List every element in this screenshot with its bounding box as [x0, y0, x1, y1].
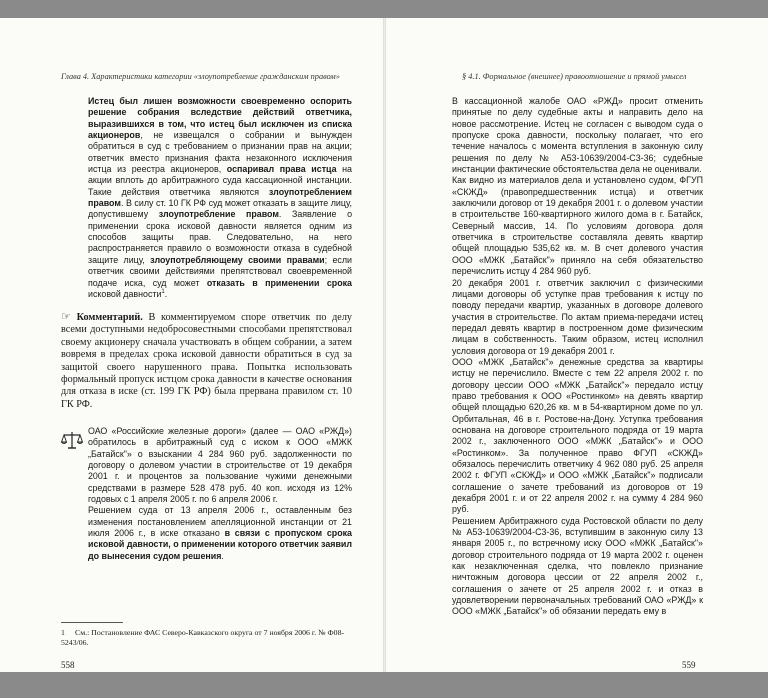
bold-fragment: отказать в применении срока	[206, 277, 352, 288]
bold-fragment: злоупотребление правом	[158, 209, 279, 220]
bold-fragment: оспаривал права истца	[226, 164, 337, 175]
paragraph: Решением Арбитражного суда Ростовской области по делу № А53-10639/2004-С3-36, вступившим в законную силу 13 января 2005 г., по встречному иску ООО «МЖК „Батайск"» договор строительного подряда от 19 марта 2002 г. оценен как незаключенная сделка, что повлекло признание ничтожным договора цессии от 22 апреля 2002 г., соглашения о зачете от 25 апреля 2002 г. и отказ в удовлетворении первоначальных требований ОАО «РЖД» к ООО «МЖК „Батайск"» об обязании передать ему в	[452, 515, 703, 617]
text-fragment: . Заявление о применении срока исковой давности является одним из способов защиты прав. Следовательно, на него распространяется правило о возможности отказа в судебной защите лицу,	[88, 209, 353, 265]
text-fragment: исковой давности	[88, 288, 162, 299]
case-paragraph: ОАО «Российские железные дороги» (далее — ОАО «РЖД») обратилось в арбитражный суд с иском к ООО «МЖК „Батайск"» о взыскании 4 284 960 руб. задолженности по договору о долевом участии в строительстве от 19 декабря 2001 г. и процентов за пользование чужими денежными средствами в размере 528 478 руб. 40 коп. исходя из 12% годовых с 1 апреля 2005 г. по 6 апреля 2006 г.	[88, 426, 352, 505]
commentary-label: Комментарий.	[76, 312, 143, 323]
commentary-block	[61, 311, 352, 411]
viewer-top-bar	[0, 0, 768, 18]
case-paragraph	[88, 505, 352, 562]
text-fragment: Решением суда от 13 апреля 2006 г., оставленным без изменения постановлением апелляционной инстанции от 21 июля 2006 г., в иске отказано	[88, 505, 352, 539]
text-fragment: .	[164, 288, 168, 299]
commentary-text: В комментируемом споре ответчик по делу всеми доступными недобросовестными способами препятствовал своему акционеру сначала участвовать в общем собрании, а затем вовремя в пределах срока исковой давности обратиться в суд за защитой своего нарушенного права. Попытка использовать формальный пропуск истцом срока давности в качестве основания для отказа в иске (ст. 199 ГК РФ) была прервана правилом ст. 10 ГК РФ.	[61, 312, 353, 410]
right-running-head: § 4.1. Формальное (внешнее) правоотношение и прямой умысел	[462, 72, 687, 81]
footnote	[61, 628, 352, 648]
bold-fragment: Истец был лишен возможности своевременно оспорить решение собрания вследствие действий ответчика, выразившихся в том, что истец был исключен из списка акционеров	[88, 96, 352, 141]
text-fragment: на акции вплоть до арбитражного суда кассационной инстанции. Такие действия ответчика являются	[88, 164, 352, 197]
text-fragment: , не извещался о собрании и вынужден обратиться в суд с требованием о признании прав на акции; ответчик вместо признания факта незаконного исключения истца из реестра акционеров,	[88, 130, 352, 175]
paragraph: Как видно из материалов дела и установлено судом, ФГУП «СКЖД» (правопредшественник истца) и ответчик заключили договор от 19 декабря 2001 г. о долевом участии в строительстве 160-квартирного жилого дома в г. Батайск, Северный массив, 14. По условиям договора доля ответчика в строительстве составляла девять квартир общей площадью 535,62 кв. м. В счет долевого участия ООО «МЖК „Батайск"» приняло на себя обязательство перечислить истцу 4 284 960 руб.	[452, 175, 703, 277]
viewer-bottom-bar	[0, 672, 768, 698]
footnote-reference[interactable]: 1	[161, 288, 165, 295]
scales-icon	[61, 430, 83, 450]
left-running-head: Глава 4. Характеристики категории «злоупотребление гражданским правом»	[61, 72, 340, 81]
case-block	[88, 426, 352, 562]
left-page-number: 558	[61, 660, 75, 670]
bold-fragment: злоупотреблением правом	[88, 186, 352, 209]
left-page	[0, 18, 384, 672]
right-text-column	[452, 96, 703, 618]
text-fragment: ; если ответчик своими действиями препятствовал своевременной подаче иска, суд может	[88, 254, 352, 288]
paragraph: 20 декабря 2001 г. ответчик заключил с физическими лицами договоры об уступке прав требования к истцу по поводу передачи квартир, указанных в договоре долевого участия в строительстве. По актам приема-передачи истец передал девять квартир в построенном доме физическим лицам в собственность. Таким образом, истец исполнил условия договора от 19 декабря 2001 г.	[452, 277, 703, 356]
pointing-hand-icon: ☞	[61, 310, 71, 323]
right-page	[386, 18, 768, 672]
text-fragment: .	[221, 550, 224, 561]
text-fragment: . В силу ст. 10 ГК РФ суд может отказать в защите лицу, допустившему	[88, 198, 352, 220]
court-conclusion-block	[88, 96, 352, 300]
footnote-text: См.: Постановление ФАС Северо-Кавказского округа от 7 ноября 2006 г. № Ф08-5243/06.	[61, 628, 345, 647]
paragraph: ООО «МЖК „Батайск"» денежные средства за квартиры истцу не перечислило. Вместе с тем 22 апреля 2002 г. по договору цессии ООО «МЖК „Батайск"» передало истцу право требования к ООО «Ростинком» на девять квартир общей площадью 620,26 кв. м в 54-квартирном доме по ул. Орбитальная, 46 в г. Ростове-на-Дону. Уступка требования основана на договоре строительного подряда от 19 марта 2002 г., заключенного ООО «МЖК „Батайск"» и ООО «Ростинком». За полученное право ФГУП «СКЖД» обязалось перечислить ответчику 4 962 080 руб. 25 апреля 2002 г. ФГУП «СКЖД» и ООО «МЖК „Батайск"» подписали соглашение о зачете требований из договоров от 19 декабря 2001 г. и от 22 апреля 2002 г. на сумму 4 284 960 руб.	[452, 356, 703, 515]
footnote-rule	[61, 622, 123, 623]
bold-fragment: в связи с пропуском срока исковой давности, о применении которого ответчик заявил до вынесения судом решения	[88, 528, 352, 561]
right-page-number: 559	[682, 660, 696, 670]
footnote-number: 1	[61, 628, 65, 637]
bold-fragment: злоупотребляющему своими правами	[150, 254, 325, 265]
paragraph: В кассационной жалобе ОАО «РЖД» просит отменить принятые по делу судебные акты и направить дело на новое рассмотрение. Истец не согласен с выводом суда о пропуске срока давности, поскольку полагает, что его течение началось с момента вступления в законную силу решения по делу № А53-10639/2004-С3-36; судебные инстанции фактические обстоятельства дела не оценивали.	[452, 96, 703, 175]
